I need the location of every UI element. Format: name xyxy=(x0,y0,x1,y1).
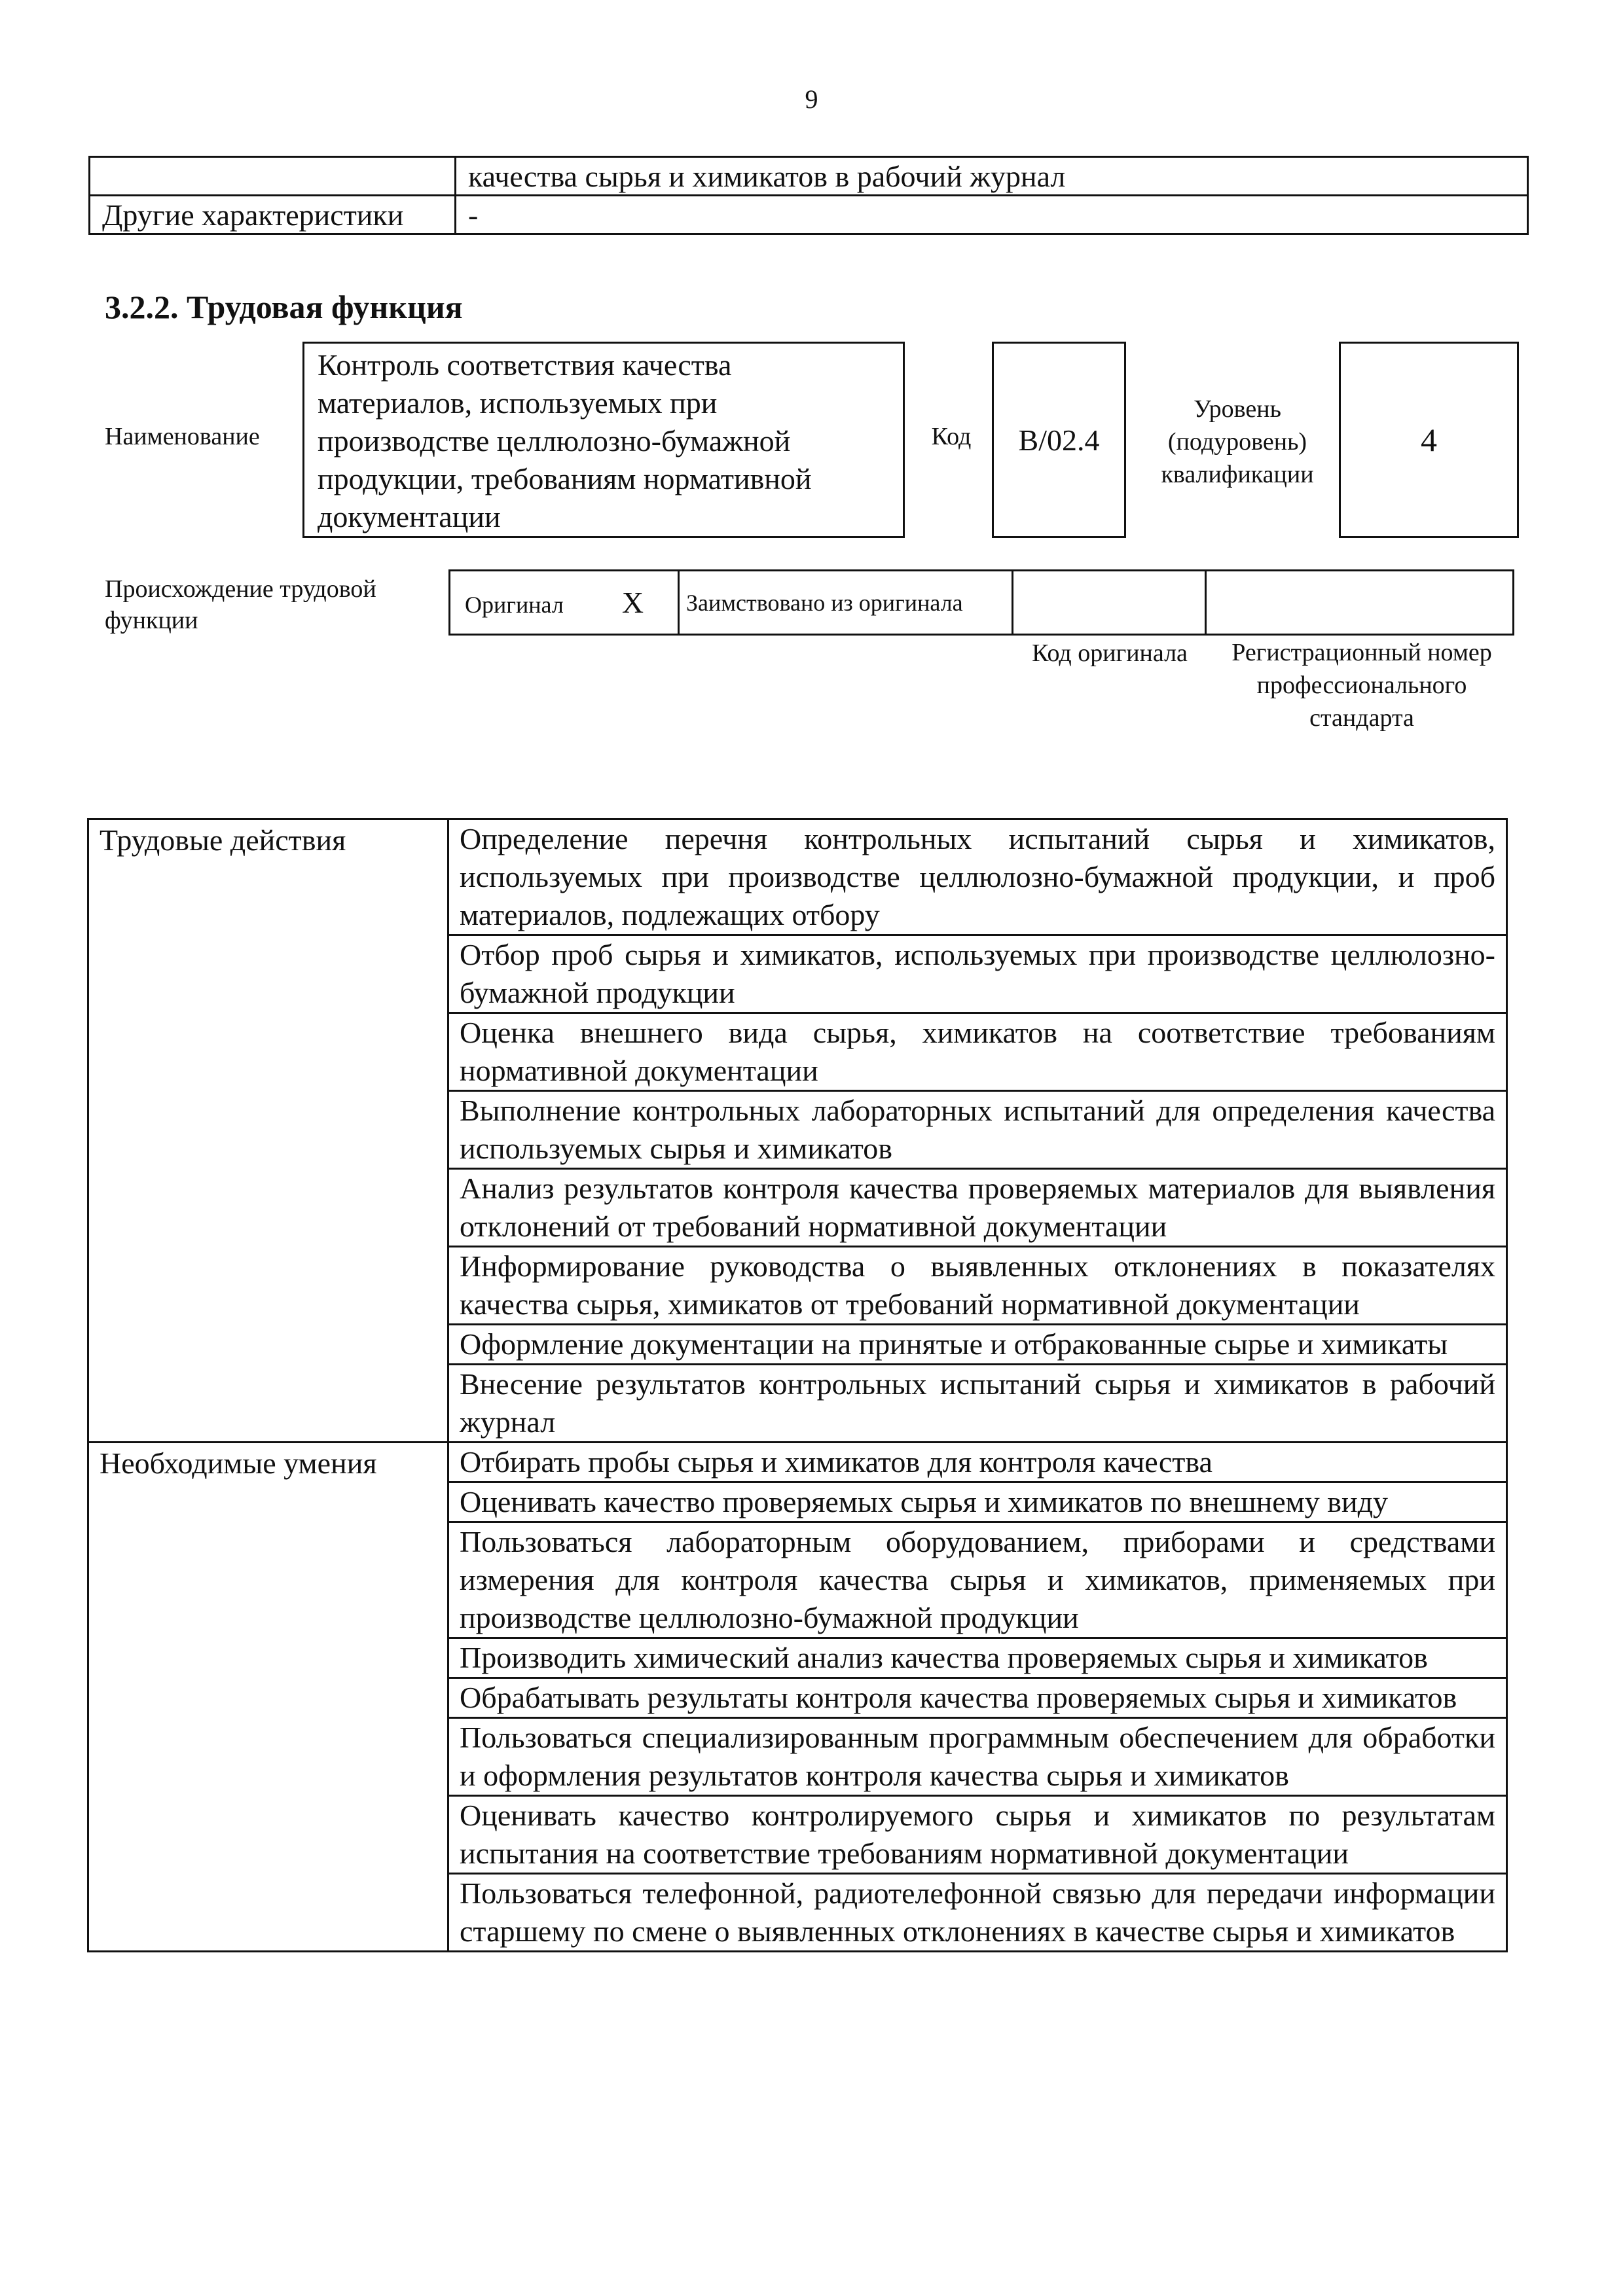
table-row xyxy=(88,819,1507,935)
original-cell xyxy=(450,571,679,635)
row-value: - xyxy=(456,196,1528,234)
required-skills-item: Оценивать качество контролируемого сырья и химикатов по результатам испытания на соответствие требованиям нормативной документации xyxy=(448,1796,1507,1874)
reg-number-caption: Регистрационный номер профессионального стандарта xyxy=(1231,639,1492,732)
labor-actions-item: Анализ результатов контроля качества проверяемых материалов для выявления отклонений от требований нормативной документации xyxy=(448,1169,1507,1247)
required-skills-item: Производить химический анализ качества проверяемых сырья и химикатов xyxy=(448,1638,1507,1678)
table-row xyxy=(450,571,1514,635)
labor-actions-item: Информирование руководства о выявленных отклонениях в показателях качества сырья, химикатов от требований нормативной документации xyxy=(448,1247,1507,1325)
code-label: Код xyxy=(931,423,972,450)
labor-actions-item: Оценка внешнего вида сырья, химикатов на соответствие требованиям нормативной документации xyxy=(448,1013,1507,1091)
origin-label xyxy=(105,573,406,636)
code-original-cell xyxy=(1013,571,1206,635)
origin-table xyxy=(448,569,1514,636)
section-title: 3.2.2. Трудовая функция xyxy=(105,289,463,325)
required-skills-item: Пользоваться телефонной, радиотелефонной связью для передачи информации старшему по смене о выявленных отклонениях в качестве сырья и химикатов xyxy=(448,1874,1507,1952)
original-mark: X xyxy=(621,586,644,619)
labor-actions-item: Отбор проб сырья и химикатов, используемых при производстве целлюлозно-бумажной продукции xyxy=(448,935,1507,1013)
required-skills-item: Отбирать пробы сырья и химикатов для контроля качества xyxy=(448,1443,1507,1482)
code-box xyxy=(992,342,1126,538)
labor-actions-item: Выполнение контрольных лабораторных испытаний для определения качества используемых сырья и химикатов xyxy=(448,1091,1507,1169)
page-number: 9 xyxy=(805,84,818,114)
origin-label-text: Происхождение трудовой функции xyxy=(105,575,376,634)
table-row xyxy=(90,196,1528,234)
code-original-caption: Код оригинала xyxy=(1032,639,1188,667)
level-value: 4 xyxy=(1421,422,1437,458)
required-skills-label: Необходимые умения xyxy=(88,1443,448,1952)
required-skills-item: Оценивать качество проверяемых сырья и химикатов по внешнему виду xyxy=(448,1482,1507,1522)
required-skills-item: Пользоваться специализированным программным обеспечением для обработки и оформления результатов контроля качества сырья и химикатов xyxy=(448,1718,1507,1796)
row-value: качества сырья и химикатов в рабочий журнал xyxy=(456,157,1528,196)
reg-number-cell xyxy=(1206,571,1514,635)
code-value: B/02.4 xyxy=(1018,423,1100,457)
required-skills-item: Обрабатывать результаты контроля качества проверяемых сырья и химикатов xyxy=(448,1678,1507,1718)
function-name-value: Контроль соответствия качества материалов, используемых при производстве целлюлозно-бумажной продукции, требованиям нормативной документации xyxy=(318,348,812,533)
row-label xyxy=(90,157,456,196)
borrowed-label: Заимствовано из оригинала xyxy=(686,589,963,616)
labor-actions-item: Оформление документации на принятые и отбракованные сырье и химикаты xyxy=(448,1325,1507,1365)
labor-actions-item: Внесение результатов контрольных испытаний сырья и химикатов в рабочий журнал xyxy=(448,1365,1507,1443)
required-skills-item: Пользоваться лабораторным оборудованием, приборами и средствами измерения для контроля качества сырья и химикатов, применяемых при производстве целлюлозно-бумажной продукции xyxy=(448,1522,1507,1638)
function-details-table xyxy=(87,818,1508,1952)
level-box xyxy=(1339,342,1519,538)
function-name-box xyxy=(302,342,905,538)
name-label: Наименование xyxy=(105,423,260,450)
original-label: Оригинал xyxy=(465,592,564,618)
labor-actions-item: Определение перечня контрольных испытаний сырья и химикатов, используемых при производстве целлюлозно-бумажной продукции, и проб материалов, подлежащих отбору xyxy=(448,819,1507,935)
table-row xyxy=(88,1443,1507,1482)
level-label: Уровень (подуровень) квалификации xyxy=(1161,395,1314,488)
row-label: Другие характеристики xyxy=(90,196,456,234)
borrowed-cell xyxy=(679,571,1013,635)
table-row xyxy=(90,157,1528,196)
labor-actions-label: Трудовые действия xyxy=(88,819,448,1443)
continuation-table xyxy=(88,156,1529,235)
